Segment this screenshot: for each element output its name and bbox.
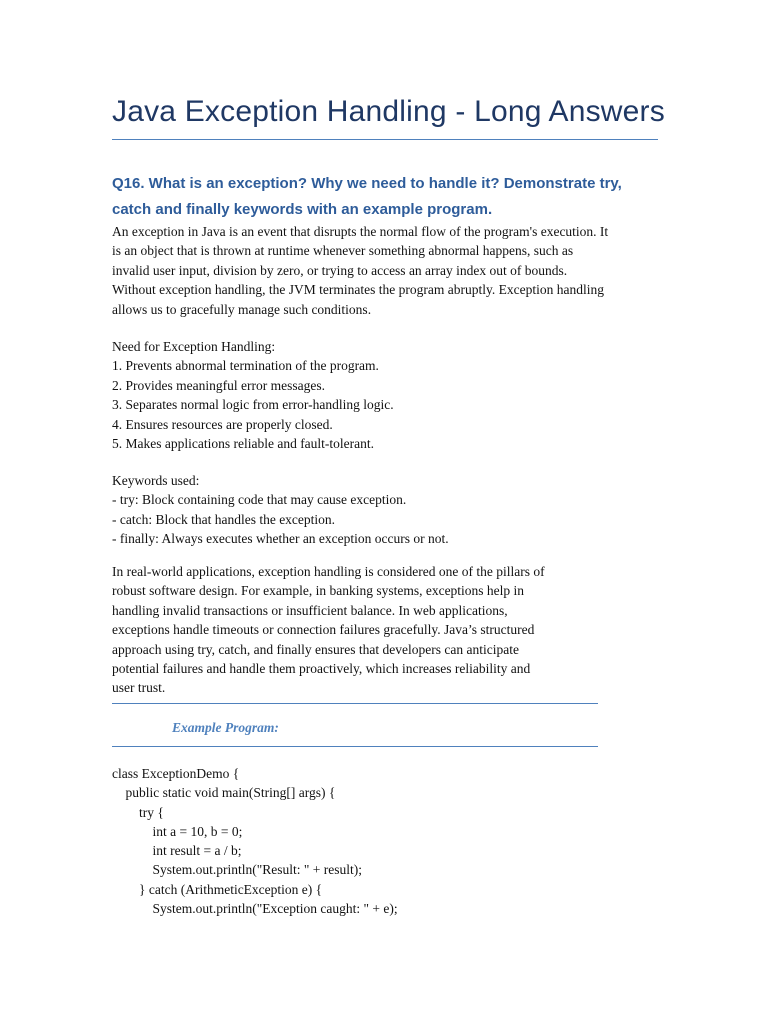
intro-line: allows us to gracefully manage such conditions. xyxy=(112,301,372,317)
need-list-item: 4. Ensures resources are properly closed. xyxy=(112,416,333,432)
code-line: public static void main(String[] args) { xyxy=(112,785,336,801)
example-heading: Example Program: xyxy=(172,720,279,735)
need-list-item: 5. Makes applications reliable and fault-tolerant. xyxy=(112,436,375,452)
keywords-heading: Keywords used: xyxy=(112,473,200,488)
realworld-line: potential failures and handle them proactively, which increases reliability and xyxy=(112,661,531,677)
realworld-line: exceptions handle timeouts or connection failures gracefully. Java’s structured xyxy=(112,622,535,638)
realworld-line: handling invalid transactions or insufficient balance. In web applications, xyxy=(112,602,508,618)
keywords-section xyxy=(112,471,658,549)
intro-line: invalid user input, division by zero, or trying to access an array index out of bounds. xyxy=(112,262,568,278)
intro-paragraph xyxy=(112,222,658,319)
question-line: Q16. What is an exception? Why we need to handle it? Demonstrate try, xyxy=(112,175,622,192)
intro-line: is an object that is thrown at runtime whenever something abnormal happens, such as xyxy=(112,243,574,259)
code-line: System.out.println("Exception caught: " + e); xyxy=(112,901,398,917)
keyword-item: - catch: Block that handles the exception. xyxy=(112,511,336,527)
keyword-item: - finally: Always executes whether an exception occurs or not. xyxy=(112,531,449,547)
page-title: Java Exception Handling - Long Answers xyxy=(112,95,665,128)
code-line: System.out.println("Result: " + result); xyxy=(112,862,363,878)
need-section xyxy=(112,337,658,453)
need-list-item: 2. Provides meaningful error messages. xyxy=(112,377,325,393)
code-line: int result = a / b; xyxy=(112,843,242,859)
realworld-line: approach using try, catch, and finally ensures that developers can anticipate xyxy=(112,641,519,657)
realworld-line: user trust. xyxy=(112,680,166,696)
example-divider-top xyxy=(112,703,598,704)
need-heading: Need for Exception Handling: xyxy=(112,339,276,354)
example-divider-bottom xyxy=(112,746,598,747)
intro-line: Without exception handling, the JVM terminates the program abruptly. Exception handling xyxy=(112,282,604,298)
code-line: try { xyxy=(112,804,164,820)
intro-line: An exception in Java is an event that disrupts the normal flow of the program's execution. It xyxy=(112,224,609,239)
realworld-paragraph xyxy=(112,562,658,698)
need-list-item: 3. Separates normal logic from error-handling logic. xyxy=(112,397,394,413)
keyword-item: - try: Block containing code that may cause exception. xyxy=(112,492,407,508)
code-line: class ExceptionDemo { xyxy=(112,766,240,781)
question-line: catch and finally keywords with an example program. xyxy=(112,201,493,218)
realworld-line: robust software design. For example, in banking systems, exceptions help in xyxy=(112,583,525,599)
need-list-item: 1. Prevents abnormal termination of the program. xyxy=(112,358,379,374)
title-divider xyxy=(112,139,658,140)
code-block xyxy=(112,764,658,918)
code-line: int a = 10, b = 0; xyxy=(112,823,243,839)
question-heading xyxy=(112,171,658,223)
code-line: } catch (ArithmeticException e) { xyxy=(112,881,323,897)
realworld-line: In real-world applications, exception handling is considered one of the pillars of xyxy=(112,564,545,579)
